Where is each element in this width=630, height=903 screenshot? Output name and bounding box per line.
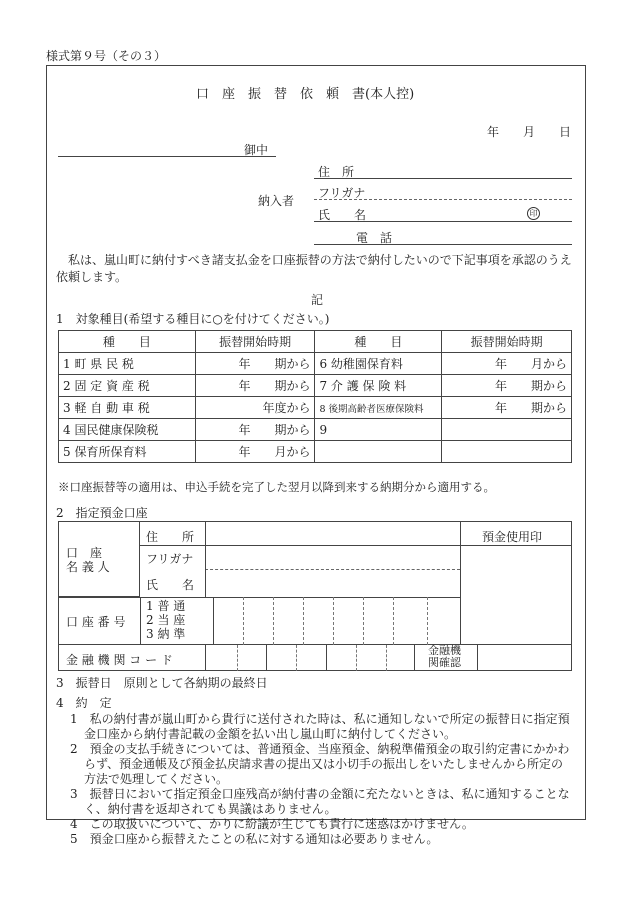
- table-header-row: [59, 331, 572, 353]
- term-item: 4 この取扱いについて、かりに紛議が生じても貴行に迷惑はかけません。: [70, 817, 474, 831]
- payer-furigana-line[interactable]: [314, 199, 572, 200]
- holder-label: 口 座 名 義 人: [66, 546, 110, 574]
- tax-type[interactable]: [315, 441, 442, 463]
- tax-type[interactable]: 1 町 県 民 税: [59, 353, 196, 375]
- account-number-label: 口 座 番 号: [66, 615, 126, 629]
- terms-list: [70, 712, 575, 847]
- account-type-toza[interactable]: 2 当 座: [146, 613, 186, 627]
- start-period[interactable]: 年 期から: [442, 397, 572, 419]
- term-item: 3 振替日において指定預金口座残高が納付書の金額に充たないときは、私に通知することなく、納付書を返却されても異議はありません。: [70, 787, 570, 816]
- bank-code-label: 金 融 機 関 コ ー ド: [66, 653, 173, 667]
- account-furigana-label: フリガナ: [146, 552, 194, 566]
- tax-type-table: [58, 330, 572, 463]
- page-title: 口 座 振 替 依 頼 書(本人控): [196, 87, 415, 102]
- start-period[interactable]: [442, 419, 572, 441]
- header-type: 種 目: [315, 331, 442, 353]
- start-period[interactable]: [442, 441, 572, 463]
- ki-label: 記: [311, 293, 324, 307]
- seal-area[interactable]: [461, 546, 571, 644]
- payer-phone-label: 電 話: [356, 231, 393, 245]
- payer-address-label: 住 所: [318, 165, 355, 179]
- intro-text: 私は、嵐山町に納付すべき諸支払金を口座振替の方法で納付したいので下記事項を承認のうえ依頼します。: [56, 253, 572, 284]
- bank-confirm-box[interactable]: [478, 646, 571, 670]
- seal-label: 預金使用印: [482, 530, 543, 544]
- date-field[interactable]: 年 月 日: [487, 125, 572, 139]
- start-period[interactable]: 年 月から: [195, 441, 315, 463]
- account-name-input[interactable]: [205, 570, 460, 596]
- payer-furigana-label: フリガナ: [318, 186, 366, 200]
- term-item: 5 預金口座から振替えたことの私に対する通知は必要ありません。: [70, 832, 439, 846]
- term-item: 1 私の納付書が嵐山町から貴行に送付された時は、私に通知しないで所定の振替日に指定預金口座から納付書記載の金額を払い出し嵐山町に納付してください。: [70, 712, 570, 741]
- account-type-options[interactable]: [146, 599, 185, 641]
- account-type-nozei[interactable]: 3 納 準: [146, 627, 186, 641]
- payer-label: 納入者: [258, 194, 295, 208]
- addressee-label: 御中: [244, 143, 269, 157]
- table-row[interactable]: [59, 375, 572, 397]
- start-period[interactable]: 年 月から: [442, 353, 572, 375]
- application-note: ※口座振替等の適用は、申込手続を完了した翌月以降到来する納期分から適用する。: [58, 480, 495, 494]
- section1-title: 1 対象種目(希望する種目に○を付けてください。): [56, 312, 330, 326]
- term-item: 2 預金の支払手続きについては、普通預金、当座預金、納税準備預金の取引約定書にかかわらず、預金通帳及び預金払戻請求書の提出又は小切手の振出しをいたしませんから所定の方法で処理してください。: [70, 742, 570, 786]
- account-type-futsu[interactable]: 1 普 通: [146, 599, 186, 613]
- header-type: 種 目: [59, 331, 196, 353]
- tax-type[interactable]: 2 固 定 資 産 税: [59, 375, 196, 397]
- tax-type[interactable]: 7 介 護 保 険 料: [315, 375, 442, 397]
- section2-title: 2 指定預金口座: [56, 506, 148, 520]
- table-row[interactable]: [59, 419, 572, 441]
- payer-address-line[interactable]: [314, 178, 572, 179]
- start-period[interactable]: 年 期から: [442, 375, 572, 397]
- account-furigana-input[interactable]: [205, 546, 460, 568]
- header-start: 振替開始時期: [442, 331, 572, 353]
- start-period[interactable]: 年 期から: [195, 419, 315, 441]
- account-address-label: 住 所: [146, 530, 195, 544]
- tax-type[interactable]: 8 後期高齢者医療保険料: [315, 397, 442, 419]
- table-row[interactable]: [59, 353, 572, 375]
- account-number-input[interactable]: [214, 598, 459, 644]
- form-number: 様式第９号（その３）: [46, 49, 167, 63]
- seal-icon: 印: [527, 207, 540, 220]
- start-period[interactable]: 年 期から: [195, 375, 315, 397]
- payer-phone-line[interactable]: [314, 244, 572, 245]
- account-type-divider: [140, 597, 141, 645]
- section3-text: 3 振替日 原則として各納期の最終日: [56, 676, 268, 690]
- table-row[interactable]: [59, 441, 572, 463]
- tax-type[interactable]: 9: [315, 419, 442, 441]
- account-name-label: 氏 名: [146, 578, 195, 592]
- tax-type[interactable]: 3 軽 自 動 車 税: [59, 397, 196, 419]
- bank-confirm-divider: [414, 645, 415, 671]
- bank-code-input[interactable]: [206, 646, 413, 670]
- bank-confirm-label: 金融機 関確認: [428, 644, 461, 669]
- start-period[interactable]: 年度から: [195, 397, 315, 419]
- tax-type[interactable]: 4 国民健康保険税: [59, 419, 196, 441]
- section4-title: 4 約 定: [56, 696, 112, 710]
- payer-name-line[interactable]: [314, 221, 572, 222]
- payer-name-label: 氏 名: [318, 208, 367, 222]
- header-start: 振替開始時期: [195, 331, 315, 353]
- tax-type[interactable]: 6 幼稚園保育料: [315, 353, 442, 375]
- tax-type[interactable]: 5 保育所保育料: [59, 441, 196, 463]
- table-row[interactable]: [59, 397, 572, 419]
- account-address-input[interactable]: [205, 521, 460, 545]
- start-period[interactable]: 年 期から: [195, 353, 315, 375]
